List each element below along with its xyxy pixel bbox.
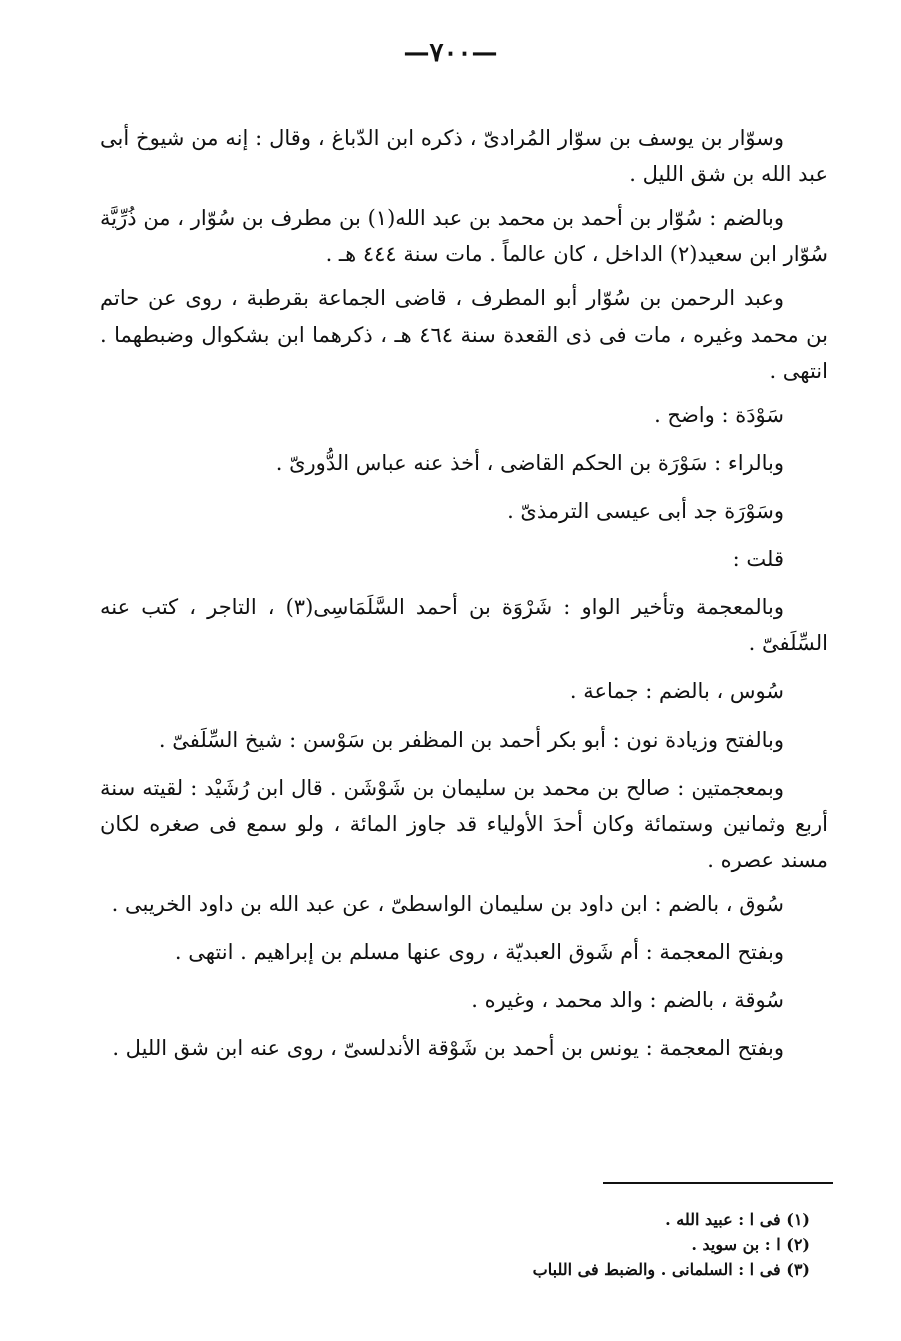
footnotes: [300, 1208, 810, 1282]
footnote: (٢) ا : بن سويد .: [691, 1234, 810, 1254]
page-number: —٧٠٠—: [403, 38, 498, 68]
paragraph: وبفتح المعجمة : يونس بن أحمد بن شَوْقة الأندلسىّ ، روى عنه ابن شق الليل .: [112, 1036, 784, 1061]
paragraph: سُوقة ، بالضم : والد محمد ، وغيره .: [471, 988, 784, 1013]
paragraph: وبالراء : سَوْرَة بن الحكم القاضى ، أخذ عنه عباس الدُّورىّ .: [275, 450, 784, 475]
paragraph: وسوّار بن يوسف بن سوّار المُرادىّ ، ذكره ابن الدّباغ ، وقال : إنه من شيوخ أبى عبد الله بن شق الليل .: [100, 126, 828, 187]
paragraph: وبمعجمتين : صالح بن محمد بن سليمان بن شَوْشَن . قال ابن رُشَيْد : لقيته سنة أربع وثمانين وستمائة وكان أحدَ الأولياء قد جاوز المائة ، ولو سمع فى صغره لكان مسند عصره .: [100, 775, 828, 872]
footnote: (٣) فى ا : السلمانى . والضبط فى اللباب: [532, 1259, 810, 1279]
paragraph: وبالضم : سُوّار بن أحمد بن محمد بن عبد الله(١) بن مطرف بن سُوّار ، من ذُرِّيَّة سُوّار ابن سعيد(٢) الداخل ، كان عالماً . مات سنة ٤٤٤ هـ .: [100, 206, 828, 267]
paragraph: سَوْدَة : واضح .: [654, 402, 784, 427]
paragraph: وبفتح المعجمة : أم شَوق العبديّة ، روى عنها مسلم بن إبراهيم . انتهى .: [174, 940, 784, 965]
paragraph: وعبد الرحمن بن سُوّار أبو المطرف ، قاضى الجماعة بقرطبة ، روى عن حاتم بن محمد وغيره ، مات فى ذى القعدة سنة ٤٦٤ هـ ، ذكرهما ابن بشكوال وضبطهما . انتهى .: [100, 286, 828, 383]
paragraph: سُوس ، بالضم : جماعة .: [569, 679, 784, 704]
paragraph: وبالفتح وزيادة نون : أبو بكر أحمد بن المظفر بن سَوْسن : شيخ السِّلَفىّ .: [158, 727, 784, 752]
paragraph: وسَوْرَة جد أبى عيسى الترمذىّ .: [507, 498, 784, 523]
paragraph: وبالمعجمة وتأخير الواو : شَرْوَة بن أحمد السَّلَمَاسِى(٣) ، التاجر ، كتب عنه السِّلَفىّ .: [100, 595, 828, 656]
footnote: (١) فى ا : عبيد الله .: [665, 1210, 810, 1229]
footnote-separator: [603, 1182, 833, 1184]
paragraph: قلت :: [732, 547, 784, 572]
paragraph: سُوق ، بالضم : ابن داود بن سليمان الواسطىّ ، عن عبد الله بن داود الخريبى .: [111, 891, 784, 916]
main-text: [100, 120, 828, 1078]
